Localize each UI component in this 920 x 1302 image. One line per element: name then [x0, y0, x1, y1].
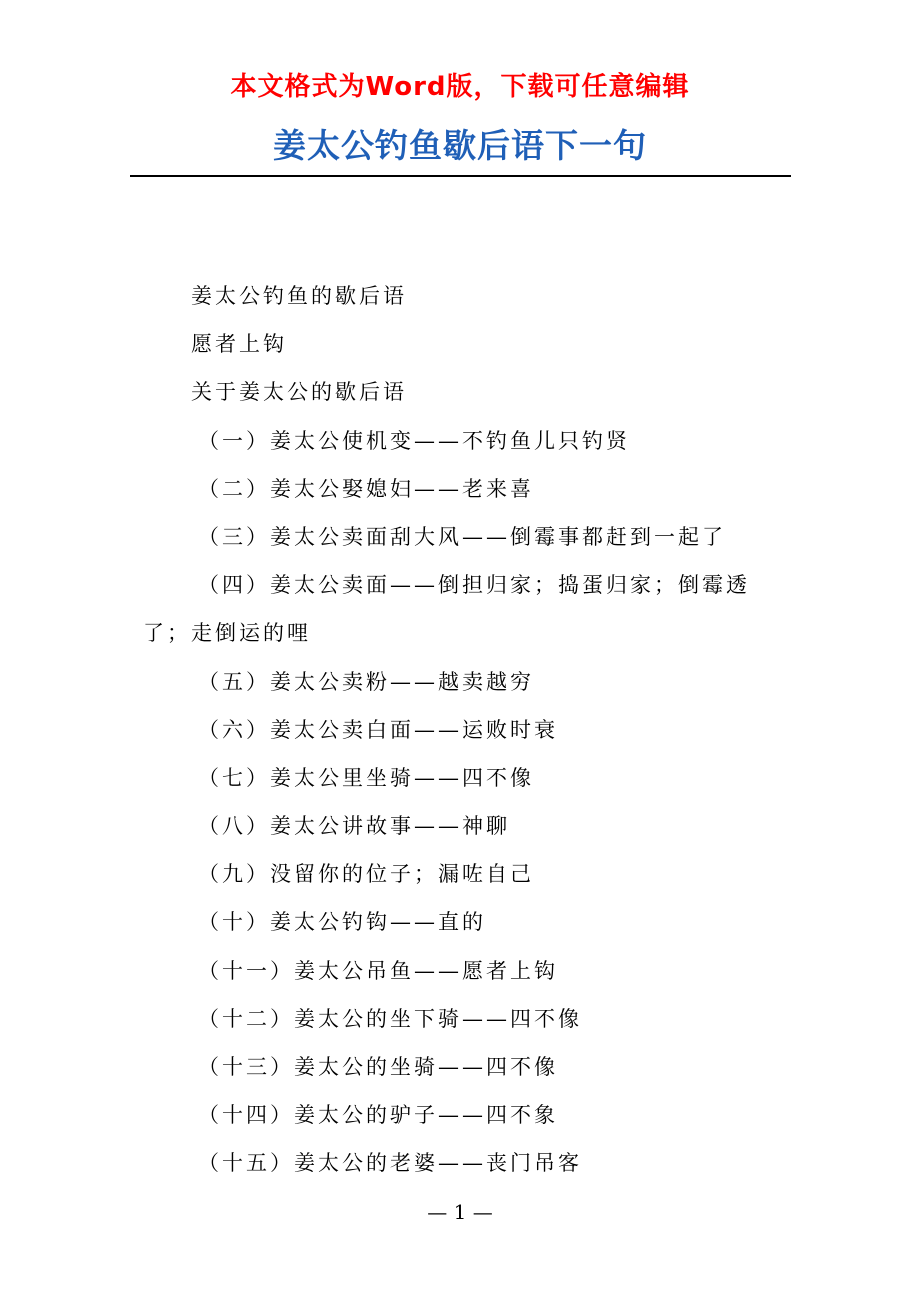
list-item: （十四）姜太公的驴子——四不象: [198, 1103, 558, 1128]
list-item: （二）姜太公娶媳妇——老来喜: [198, 476, 534, 501]
title-divider: [130, 175, 791, 177]
list-item: （六）姜太公卖白面——运败时衰: [198, 717, 558, 742]
list-item: （十二）姜太公的坐下骑——四不像: [198, 1006, 582, 1031]
list-item: （十一）姜太公吊鱼——愿者上钩: [198, 958, 558, 983]
list-item: （九）没留你的位子；漏咗自己: [198, 862, 534, 887]
list-item: （一）姜太公使机变——不钓鱼儿只钓贤: [198, 428, 630, 453]
list-item: （五）姜太公卖粉——越卖越穷: [198, 669, 534, 694]
list-item: （三）姜太公卖面刮大风——倒霉事都赶到一起了: [198, 524, 726, 549]
paragraph-heading-riddle: 姜太公钓鱼的歇后语: [191, 284, 407, 308]
format-banner: 本文格式为Word版，下载可任意编辑: [230, 72, 690, 102]
list-item: （八）姜太公讲故事——神聊: [198, 814, 510, 839]
list-item: （十三）姜太公的坐骑——四不像: [198, 1055, 558, 1079]
document-title: 姜太公钓鱼歇后语下一句: [273, 126, 647, 165]
list-item: （七）姜太公里坐骑——四不像: [198, 765, 534, 790]
document-body: [143, 276, 768, 1192]
page-number: — 1 —: [427, 1200, 493, 1224]
list-item: （十五）姜太公的老婆——丧门吊客: [198, 1151, 582, 1176]
list-item: （四）姜太公卖面——倒担归家；捣蛋归家；倒霉透: [198, 573, 750, 598]
paragraph-answer: 愿者上钩: [191, 332, 287, 357]
paragraph-heading-list: 关于姜太公的歇后语: [191, 380, 407, 405]
list-item-continuation: 了；走倒运的哩: [143, 621, 311, 646]
list-item: （十）姜太公钓钩——直的: [198, 910, 486, 935]
